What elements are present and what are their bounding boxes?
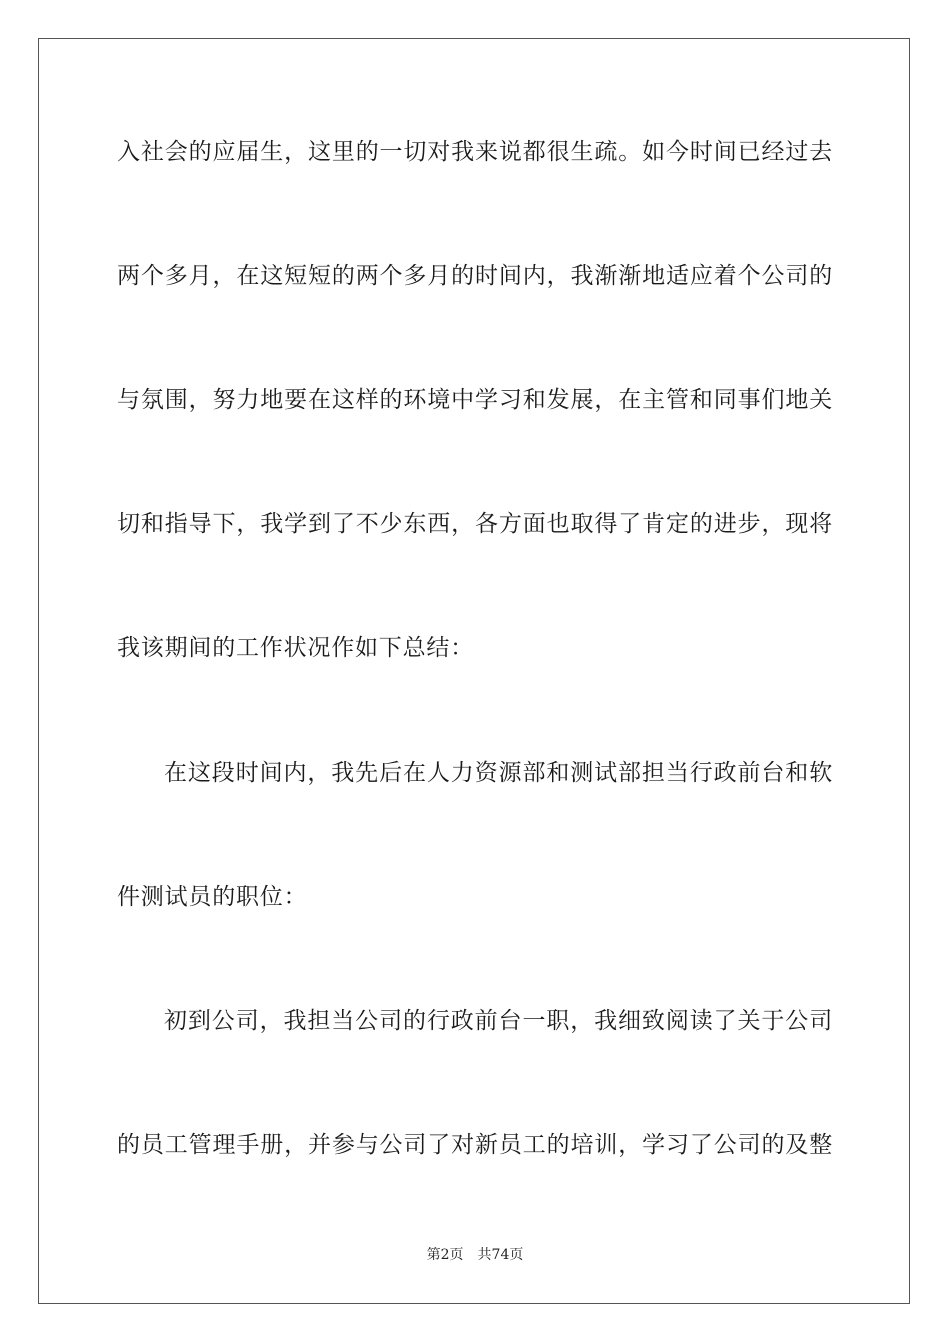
page-border (38, 38, 910, 1304)
body-line-6: 在这段时间内，我先后在人力资源部和测试部担当行政前台和软 (164, 760, 833, 786)
body-line-8: 初到公司，我担当公司的行政前台一职，我细致阅读了关于公司 (164, 1008, 833, 1034)
body-line-2: 两个多月，在这短短的两个多月的时间内，我渐渐地适应着个公司的 (117, 263, 833, 289)
body-line-1: 入社会的应届生，这里的一切对我来说都很生疏。如今时间已经过去 (117, 139, 833, 165)
body-line-4: 切和指导下，我学到了不少东西，各方面也取得了肯定的进步，现将 (117, 511, 833, 537)
body-line-3: 与氛围，努力地要在这样的环境中学习和发展，在主管和同事们地关 (117, 387, 833, 413)
page-total: 共74页 (477, 1247, 524, 1263)
body-line-5: 我该期间的工作状况作如下总结： (117, 635, 474, 661)
body-line-9: 的员工管理手册，并参与公司了对新员工的培训，学习了公司的及整 (117, 1132, 833, 1158)
body-line-7: 件测试员的职位： (117, 884, 308, 910)
page-number: 第2页 (426, 1247, 464, 1263)
page-footer (0, 1246, 950, 1264)
